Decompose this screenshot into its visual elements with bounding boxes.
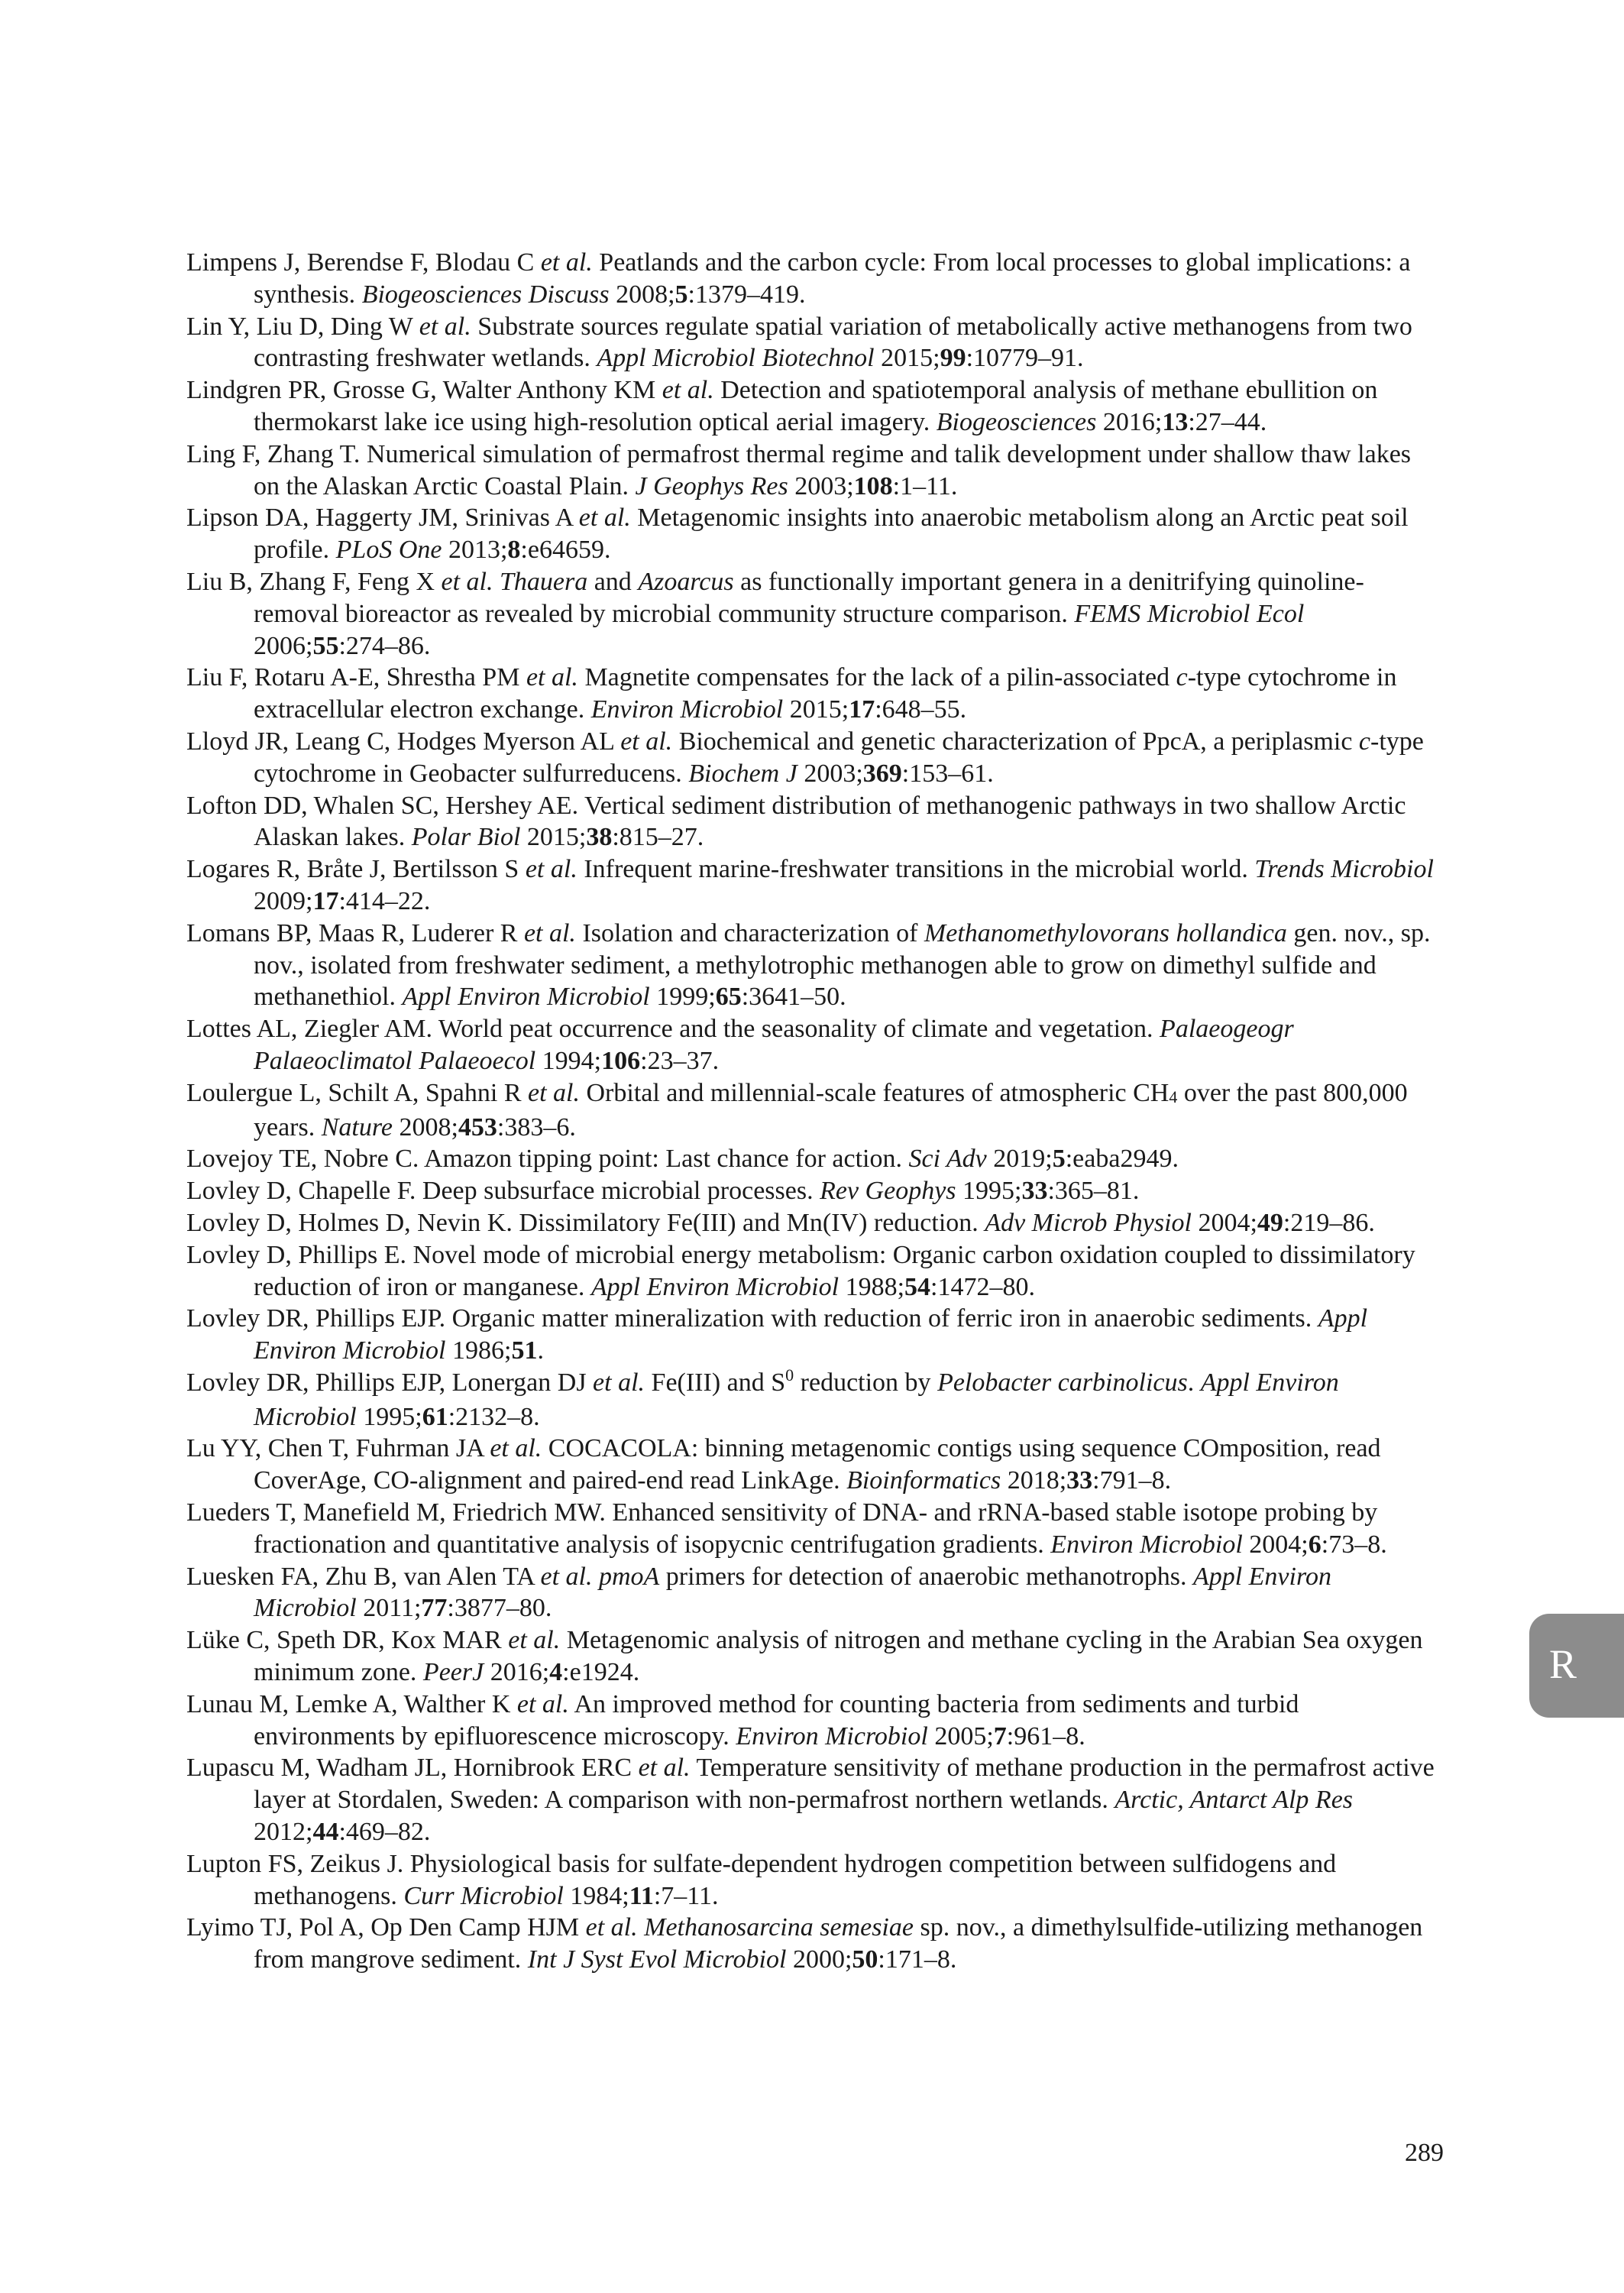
reference-text: et al. (419, 312, 471, 341)
reference-text: :3641–50. (741, 983, 846, 1012)
reference-entry (186, 726, 1439, 790)
reference-entry (186, 790, 1439, 854)
reference-text: An improved method for counting bacteria from sediments and turbid environments by epifluorescence microscopy. (254, 1689, 1299, 1751)
reference-text: Lloyd JR, Leang C, Hodges Myerson AL (186, 727, 621, 756)
reference-text: Infrequent marine-freshwater transitions in the microbial world. (577, 855, 1255, 884)
reference-text: 2015; (874, 344, 940, 373)
reference-text: Peatlands and the carbon cycle: From local processes to global implications: a synthesis. (254, 248, 1411, 309)
reference-text: Lunau M, Lemke A, Walther K (186, 1689, 517, 1718)
reference-text: :815–27. (612, 823, 704, 852)
reference-text: 2006; (254, 631, 313, 660)
reference-text: et al. (540, 248, 593, 277)
reference-text: . (1187, 1368, 1201, 1397)
reference-text: . (537, 1336, 544, 1365)
reference-entry (186, 502, 1439, 566)
reference-text: 1986; (445, 1336, 512, 1365)
reference-text: :365–81. (1047, 1177, 1140, 1206)
reference-text: Biochemical and genetic characterization of PpcA, a periplasmic (672, 727, 1359, 756)
reference-text: :1379–419. (687, 280, 806, 309)
reference-text: 369 (862, 759, 902, 788)
reference-text: et al. (578, 504, 631, 533)
reference-text: 5 (1052, 1145, 1066, 1174)
reference-text: 38 (586, 823, 613, 852)
reference-text: :e1924. (562, 1658, 640, 1687)
reference-text: Limpens J, Berendse F, Blodau C (186, 248, 541, 277)
reference-text: 2013; (442, 536, 508, 565)
reference-text: 4 (1169, 1087, 1178, 1106)
reference-text: Temperature sensitivity of methane production in the permafrost active layer at Stordalen, Sweden: A comparison with non-permafrost northern wetlands. (254, 1754, 1435, 1815)
reference-text: and (587, 567, 639, 596)
reference-text: 65 (715, 983, 742, 1012)
reference-text: 2003; (797, 759, 863, 788)
reference-text: :eaba2949. (1065, 1145, 1179, 1174)
reference-text: Lin Y, Liu D, Ding W (186, 312, 419, 341)
reference-text: over the past 800,000 years. (254, 1078, 1408, 1142)
reference-entry (186, 1752, 1439, 1848)
reference-text: :e64659. (520, 536, 611, 565)
reference-text: Lupascu M, Wadham JL, Hornibrook ERC (186, 1754, 639, 1783)
reference-text: et al. Thauera (441, 567, 588, 596)
reference-text: 2003; (788, 471, 854, 500)
reference-text: Lovley DR, Phillips EJP. Organic matter mineralization with reduction of ferric iron in anaerobic sediments. (186, 1304, 1318, 1333)
reference-text: reduction by (794, 1368, 938, 1397)
reference-text: et al. (526, 663, 578, 692)
reference-text: 49 (1257, 1208, 1283, 1237)
reference-text: 51 (511, 1336, 538, 1365)
reference-text: Metagenomic insights into anaerobic metabolism along an Arctic peat soil profile. (254, 504, 1409, 565)
reference-text: Logares R, Bråte J, Bertilsson S (186, 855, 526, 884)
reference-text: Sci Adv (908, 1145, 987, 1174)
reference-entry (186, 1848, 1439, 1912)
reference-text: 2000; (786, 1945, 852, 1974)
reference-text: Lüke C, Speth DR, Kox MAR (186, 1626, 509, 1655)
reference-text: Polar Biol (411, 823, 521, 852)
reference-entry (186, 1303, 1439, 1367)
reference-text: Isolation and characterization of (575, 918, 924, 947)
reference-text: :2132–8. (448, 1402, 540, 1431)
reference-text: :648–55. (875, 695, 967, 724)
reference-text: 2019; (986, 1145, 1053, 1174)
reference-text: 1984; (563, 1881, 629, 1910)
reference-text: 2015; (783, 695, 849, 724)
reference-text: 2004; (1242, 1530, 1309, 1559)
reference-text: et al. (528, 1078, 580, 1107)
reference-text: et al. Methanosarcina semesiae (585, 1913, 914, 1942)
reference-text: 44 (312, 1818, 339, 1847)
reference-text: COCACOLA: binning metagenomic contigs using sequence COmposition, read CoverAge, CO-alignment and paired-end read LinkAge. (254, 1434, 1381, 1495)
reference-text: 1995; (956, 1177, 1022, 1206)
reference-text: Loulergue L, Schilt A, Spahni R (186, 1078, 529, 1107)
reference-entry (186, 1239, 1439, 1304)
reference-text: Lindgren PR, Grosse G, Walter Anthony KM (186, 376, 662, 405)
reference-text: :219–86. (1283, 1208, 1375, 1237)
reference-text: Lyimo TJ, Pol A, Op Den Camp HJM (186, 1913, 586, 1942)
reference-text: Appl Microbiol Biotechnol (597, 344, 875, 373)
reference-text: :171–8. (878, 1945, 957, 1974)
reference-entry (186, 1175, 1439, 1207)
reference-entry (186, 1497, 1439, 1561)
reference-text: FEMS Microbiol Ecol (1074, 599, 1305, 628)
reference-text: Lomans BP, Maas R, Luderer R (186, 918, 524, 947)
reference-text: Environ Microbiol (590, 695, 784, 724)
reference-entry (186, 918, 1439, 1013)
reference-text: :73–8. (1321, 1530, 1387, 1559)
reference-text: Appl Environ Microbiol (254, 1562, 1331, 1623)
reference-text: et al. (593, 1368, 645, 1397)
reference-entry (186, 1689, 1439, 1753)
reference-entry (186, 1367, 1439, 1433)
reference-text: Lovley D, Holmes D, Nevin K. Dissimilatory Fe(III) and Mn(IV) reduction. (186, 1208, 985, 1237)
reference-text: 2004; (1191, 1208, 1257, 1237)
reference-text: 4 (549, 1658, 563, 1687)
reference-text: et al. (638, 1754, 691, 1783)
reference-text: 8 (507, 536, 521, 565)
reference-entry (186, 1143, 1439, 1175)
reference-text: Fe(III) and S (645, 1368, 786, 1397)
reference-text: Methanomethylovorans hollandica (924, 918, 1287, 947)
reference-text: Lueders T, Manefield M, Friedrich MW. Enhanced sensitivity of DNA- and rRNA-based stable isotope probing by fractionation and quantitative analysis of isopycnic centrifugation gradients. (186, 1498, 1378, 1559)
reference-text: 99 (940, 344, 966, 373)
reference-text: Environ Microbiol (736, 1721, 928, 1751)
reference-text: 6 (1308, 1530, 1322, 1559)
reference-text: Lofton DD, Whalen SC, Hershey AE. Vertical sediment distribution of methanogenic pathways in two shallow Arctic Alaskan lakes. (186, 791, 1406, 852)
reference-text: Int J Syst Evol Microbiol (527, 1945, 787, 1974)
reference-text: Azoarcus (638, 567, 734, 596)
reference-text: 2008; (392, 1112, 458, 1142)
reference-text: et al. (662, 376, 714, 405)
reference-text: Lottes AL, Ziegler AM. World peat occurrence and the seasonality of climate and vegetation. (186, 1015, 1160, 1044)
reference-text: 106 (601, 1046, 641, 1075)
reference-text: 33 (1021, 1177, 1048, 1206)
reference-text: Luesken FA, Zhu B, van Alen TA (186, 1562, 541, 1591)
reference-text: :7–11. (653, 1881, 719, 1910)
reference-text: Biogeosciences Discuss (361, 280, 610, 309)
reference-text: 61 (422, 1402, 448, 1431)
reference-text: 1994; (535, 1046, 602, 1075)
reference-text: J Geophys Res (635, 471, 788, 500)
reference-text: Liu B, Zhang F, Feng X (186, 567, 442, 596)
reference-text: 2012; (254, 1818, 313, 1847)
reference-text: et al. (620, 727, 673, 756)
reference-text: :1472–80. (930, 1272, 1035, 1301)
reference-entry (186, 1207, 1439, 1239)
reference-text: 2018; (1001, 1466, 1067, 1495)
page-number: 289 (1405, 2139, 1444, 2167)
reference-text: Curr Microbiol (403, 1881, 564, 1910)
reference-text: Detection and spatiotemporal analysis of methane ebullition on thermokarst lake ice using high-resolution optical aerial imagery. (254, 376, 1378, 436)
reference-text: Appl Environ Microbiol (254, 1304, 1368, 1365)
section-tab (1529, 1614, 1624, 1718)
reference-entry (186, 1433, 1439, 1497)
reference-text: Adv Microb Physiol (985, 1208, 1192, 1237)
reference-text: et al. pmoA (540, 1562, 660, 1591)
reference-text: PLoS One (335, 536, 442, 565)
reference-text: :10779–91. (966, 344, 1084, 373)
reference-text: :27–44. (1188, 407, 1267, 436)
reference-text: c (1176, 663, 1188, 692)
reference-text: :383–6. (497, 1112, 576, 1142)
reference-text: :469–82. (338, 1818, 431, 1847)
reference-text: Lovley D, Chapelle F. Deep subsurface microbial processes. (186, 1177, 820, 1206)
reference-entry (186, 1077, 1439, 1144)
reference-text: 1999; (649, 983, 716, 1012)
reference-text: et al. (508, 1626, 561, 1655)
reference-text: 54 (904, 1272, 931, 1301)
reference-text: 1988; (839, 1272, 905, 1301)
reference-text: Trends Microbiol (1254, 855, 1434, 884)
reference-text: Environ Microbiol (1050, 1530, 1243, 1559)
reference-text: :791–8. (1092, 1466, 1172, 1495)
reference-text: :414–22. (338, 886, 431, 915)
reference-text: Biochem J (688, 759, 797, 788)
section-tab-letter: R (1549, 1641, 1577, 1687)
reference-entry (186, 1624, 1439, 1689)
reference-text: :23–37. (640, 1046, 720, 1075)
reference-list (186, 247, 1439, 1976)
reference-text: :274–86. (338, 631, 431, 660)
reference-entry (186, 311, 1439, 375)
reference-text: 108 (853, 471, 893, 500)
reference-text: :1–11. (892, 471, 958, 500)
reference-text: Substrate sources regulate spatial variation of metabolically active methanogens from two contrasting freshwater wetlands. (254, 312, 1412, 373)
reference-text: et al. (523, 918, 576, 947)
reference-text: Lu YY, Chen T, Fuhrman JA (186, 1434, 490, 1463)
reference-text: 17 (312, 886, 339, 915)
reference-text: 11 (629, 1881, 654, 1910)
reference-text: 2015; (520, 823, 587, 852)
reference-text: Palaeogeogr Palaeoclimatol Palaeoecol (254, 1015, 1294, 1075)
reference-text: Lovley DR, Phillips EJP, Lonergan DJ (186, 1368, 594, 1397)
reference-text: Nature (321, 1112, 393, 1142)
reference-text: 2016; (484, 1658, 550, 1687)
reference-text: Lipson DA, Haggerty JM, Srinivas A (186, 504, 579, 533)
reference-text: 55 (312, 631, 339, 660)
reference-text: :153–61. (901, 759, 994, 788)
reference-text: c (1358, 727, 1371, 756)
reference-text: :3877–80. (447, 1594, 552, 1623)
reference-text: 13 (1162, 407, 1189, 436)
reference-text: 50 (852, 1945, 878, 1974)
reference-text: :961–8. (1006, 1721, 1085, 1751)
reference-text: Lovejoy TE, Nobre C. Amazon tipping point: Last chance for action. (186, 1145, 909, 1174)
reference-entry (186, 247, 1439, 311)
reference-text: 2009; (254, 886, 313, 915)
reference-text: Pelobacter carbinolicus (937, 1368, 1188, 1397)
reference-text: PeerJ (422, 1658, 484, 1687)
reference-entry (186, 566, 1439, 662)
reference-entry (186, 662, 1439, 726)
reference-text: -type cytochrome in Geobacter sulfurreducens. (254, 727, 1424, 788)
reference-text: Liu F, Rotaru A-E, Shrestha PM (186, 663, 526, 692)
reference-text: Biogeosciences (936, 407, 1097, 436)
reference-text: Lupton FS, Zeikus J. Physiological basis for sulfate-dependent hydrogen competition between sulfidogens and methanogens. (186, 1849, 1337, 1910)
reference-text: 77 (421, 1594, 448, 1623)
reference-text: gen. nov., sp. nov., isolated from freshwater sediment, a methylotrophic methanogen able to grow on dimethyl sulfide and methanethiol. (254, 918, 1431, 1012)
reference-text: 1995; (356, 1402, 422, 1431)
reference-entry (186, 1912, 1439, 1976)
reference-text: sp. nov., a dimethylsulfide-utilizing methanogen from mangrove sediment. (254, 1913, 1423, 1974)
reference-text: primers for detection of anaerobic methanotrophs. (659, 1562, 1193, 1591)
reference-text: 17 (849, 695, 875, 724)
reference-text: et al. (525, 855, 577, 884)
reference-text: Appl Environ Microbiol (402, 983, 650, 1012)
reference-entry (186, 374, 1439, 439)
reference-text: Lovley D, Phillips E. Novel mode of microbial energy metabolism: Organic carbon oxidation coupled to dissimilatory reduction of iron or manganese. (186, 1240, 1415, 1301)
reference-text: Orbital and millennial-scale features of atmospheric CH (580, 1078, 1169, 1107)
reference-text: Metagenomic analysis of nitrogen and methane cycling in the Arabian Sea oxygen minimum zone. (254, 1626, 1423, 1687)
reference-text: Appl Environ Microbiol (254, 1368, 1339, 1431)
reference-text: Bioinformatics (846, 1466, 1001, 1495)
reference-text: 33 (1066, 1466, 1093, 1495)
reference-text: Magnetite compensates for the lack of a pilin-associated (577, 663, 1176, 692)
reference-text: 5 (675, 280, 688, 309)
reference-text: et al. (516, 1689, 569, 1718)
reference-text: Arctic, Antarct Alp Res (1114, 1786, 1354, 1815)
reference-entry (186, 1561, 1439, 1625)
reference-text: Ling F, Zhang T. Numerical simulation of permafrost thermal regime and talik development under shallow thaw lakes on the Alaskan Arctic Coastal Plain. (186, 439, 1412, 500)
reference-text: 0 (785, 1365, 794, 1385)
reference-text: 2016; (1096, 407, 1163, 436)
reference-entry (186, 853, 1439, 918)
reference-text: Appl Environ Microbiol (590, 1272, 839, 1301)
reference-entry (186, 1013, 1439, 1077)
reference-text: -type cytochrome in extracellular electron exchange. (254, 663, 1397, 724)
reference-text: 453 (458, 1112, 497, 1142)
reference-text: 7 (993, 1721, 1007, 1751)
reference-text: et al. (490, 1434, 542, 1463)
reference-text: 2005; (927, 1721, 994, 1751)
reference-text: as functionally important genera in a denitrifying quinoline-removal bioreactor as revealed by microbial community structure comparison. (254, 567, 1364, 628)
reference-text: 2008; (609, 280, 675, 309)
reference-text: 2011; (356, 1594, 422, 1623)
reference-text: Rev Geophys (820, 1177, 956, 1206)
reference-entry (186, 439, 1439, 503)
